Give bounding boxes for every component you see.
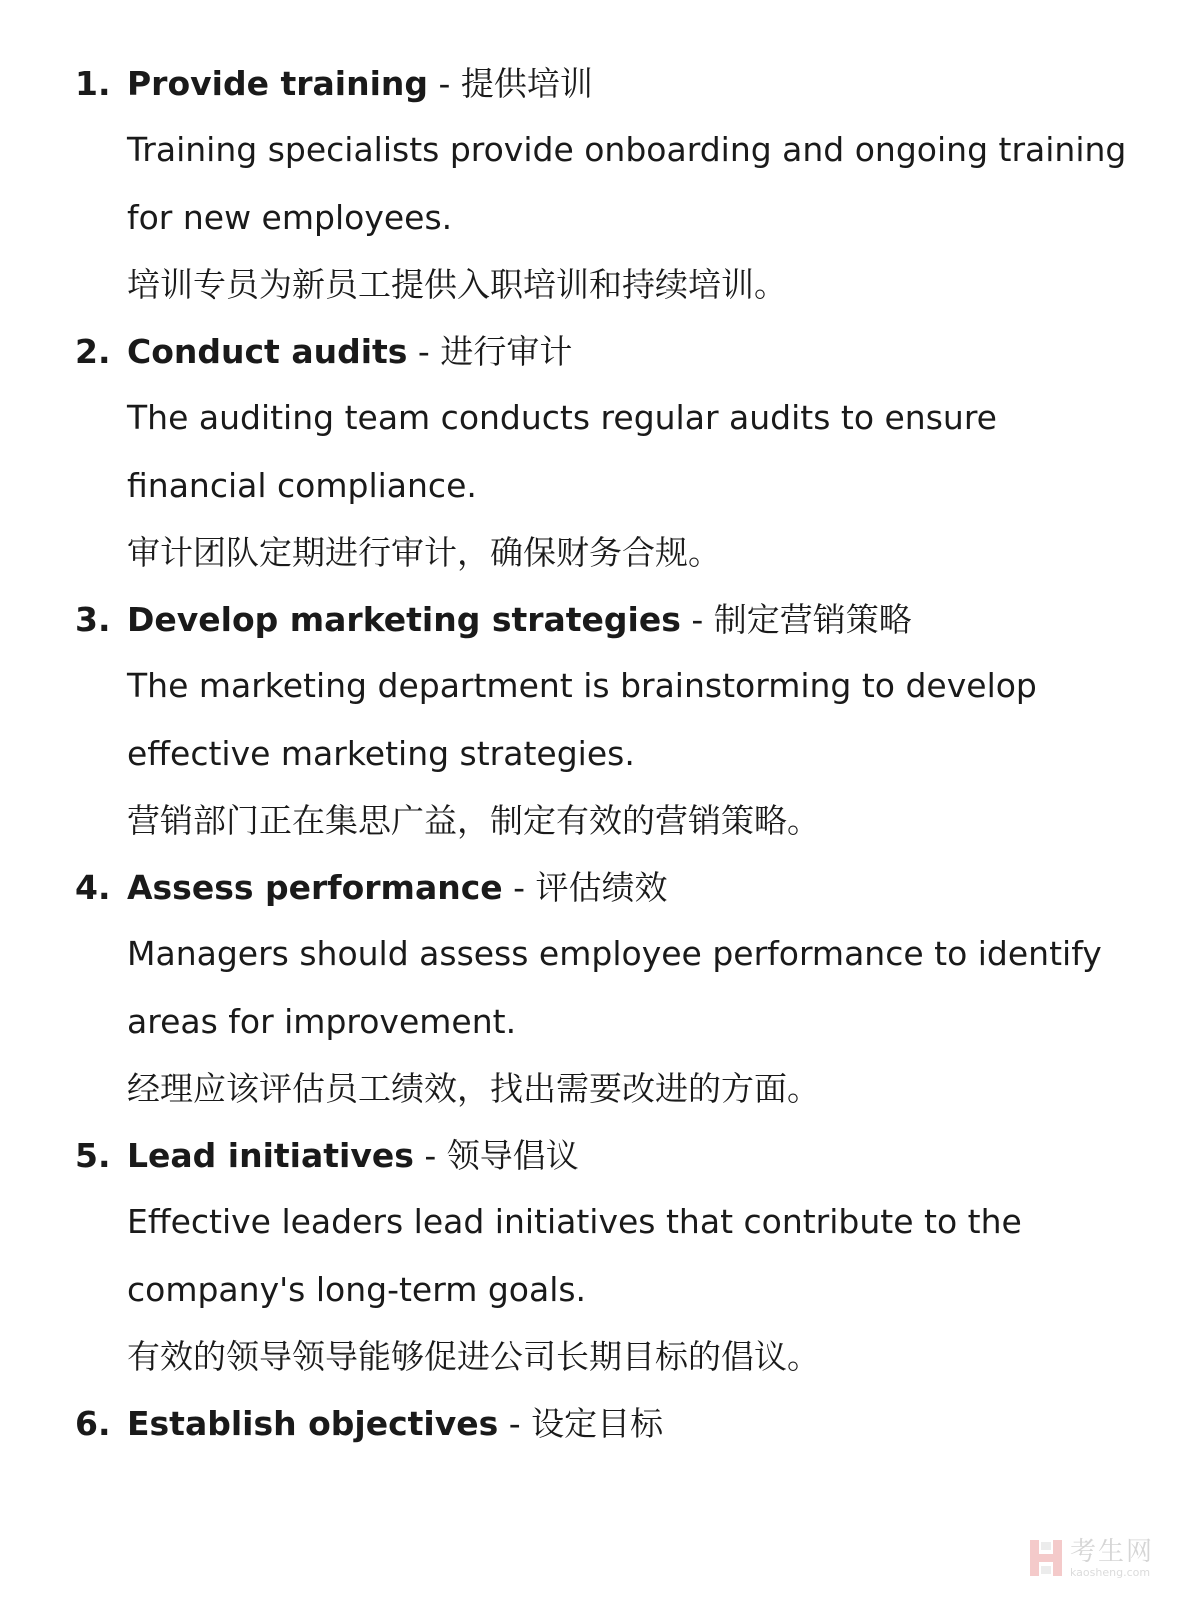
list-item — [0, 1130, 1200, 1382]
item-term-zh: 评估绩效 — [535, 868, 668, 907]
item-term: Assess performance — [127, 868, 503, 907]
item-term-zh: 制定营销策略 — [713, 600, 912, 639]
item-separator: - — [407, 332, 441, 371]
item-number: 6. — [75, 1404, 111, 1443]
item-heading — [127, 326, 1200, 378]
example-en: Effective leaders lead initiatives that contribute to the company's long-term goals. — [127, 1202, 1022, 1309]
item-term-zh: 提供培训 — [460, 64, 593, 103]
watermark-text — [1070, 1536, 1155, 1579]
example-zh: 培训专员为新员工提供入职培训和持续培训。 — [127, 265, 787, 304]
example-zh: 审计团队定期进行审计，确保财务合规。 — [127, 533, 721, 572]
example-en: The marketing department is brainstorming to develop effective marketing strategies. — [127, 666, 1037, 773]
item-heading — [127, 594, 1200, 646]
kaosheng-logo-icon — [1028, 1538, 1064, 1578]
item-separator: - — [680, 600, 714, 639]
example-en: The auditing team conducts regular audits to ensure financial compliance. — [127, 398, 997, 505]
item-separator: - — [413, 1136, 447, 1175]
item-separator: - — [502, 868, 536, 907]
example-en: Managers should assess employee performance to identify areas for improvement. — [127, 934, 1102, 1041]
item-term: Develop marketing strategies — [127, 600, 681, 639]
item-number: 1. — [75, 64, 111, 103]
watermark-text-en: kaosheng.com — [1070, 1565, 1151, 1579]
watermark — [1028, 1534, 1178, 1582]
item-separator: - — [428, 64, 461, 103]
item-number: 5. — [75, 1136, 111, 1175]
vocabulary-list — [0, 58, 1200, 1450]
list-item — [0, 326, 1200, 578]
example-en: Training specialists provide onboarding and ongoing training for new employees. — [127, 130, 1127, 237]
example-zh: 营销部门正在集思广益，制定有效的营销策略。 — [127, 801, 820, 840]
list-item — [0, 862, 1200, 1114]
item-number: 3. — [75, 600, 111, 639]
list-item — [0, 1398, 1200, 1450]
item-heading — [127, 1398, 1200, 1450]
item-term: Conduct audits — [127, 332, 408, 371]
item-number: 4. — [75, 868, 111, 907]
example-zh: 有效的领导领导能够促进公司长期目标的倡议。 — [127, 1337, 820, 1376]
item-term: Lead initiatives — [127, 1136, 414, 1175]
example-zh: 经理应该评估员工绩效，找出需要改进的方面。 — [127, 1069, 820, 1108]
item-term: Establish objectives — [127, 1404, 499, 1443]
item-heading — [127, 58, 1200, 110]
item-term-zh: 领导倡议 — [446, 1136, 579, 1175]
item-separator: - — [498, 1404, 532, 1443]
item-heading — [127, 862, 1200, 914]
item-number: 2. — [75, 332, 111, 371]
list-item — [0, 58, 1200, 310]
item-term-zh: 设定目标 — [531, 1404, 664, 1443]
item-heading — [127, 1130, 1200, 1182]
item-term-zh: 进行审计 — [440, 332, 573, 371]
item-term: Provide training — [127, 64, 428, 103]
list-item — [0, 594, 1200, 846]
watermark-text-cn: 考生网 — [1070, 1536, 1155, 1567]
